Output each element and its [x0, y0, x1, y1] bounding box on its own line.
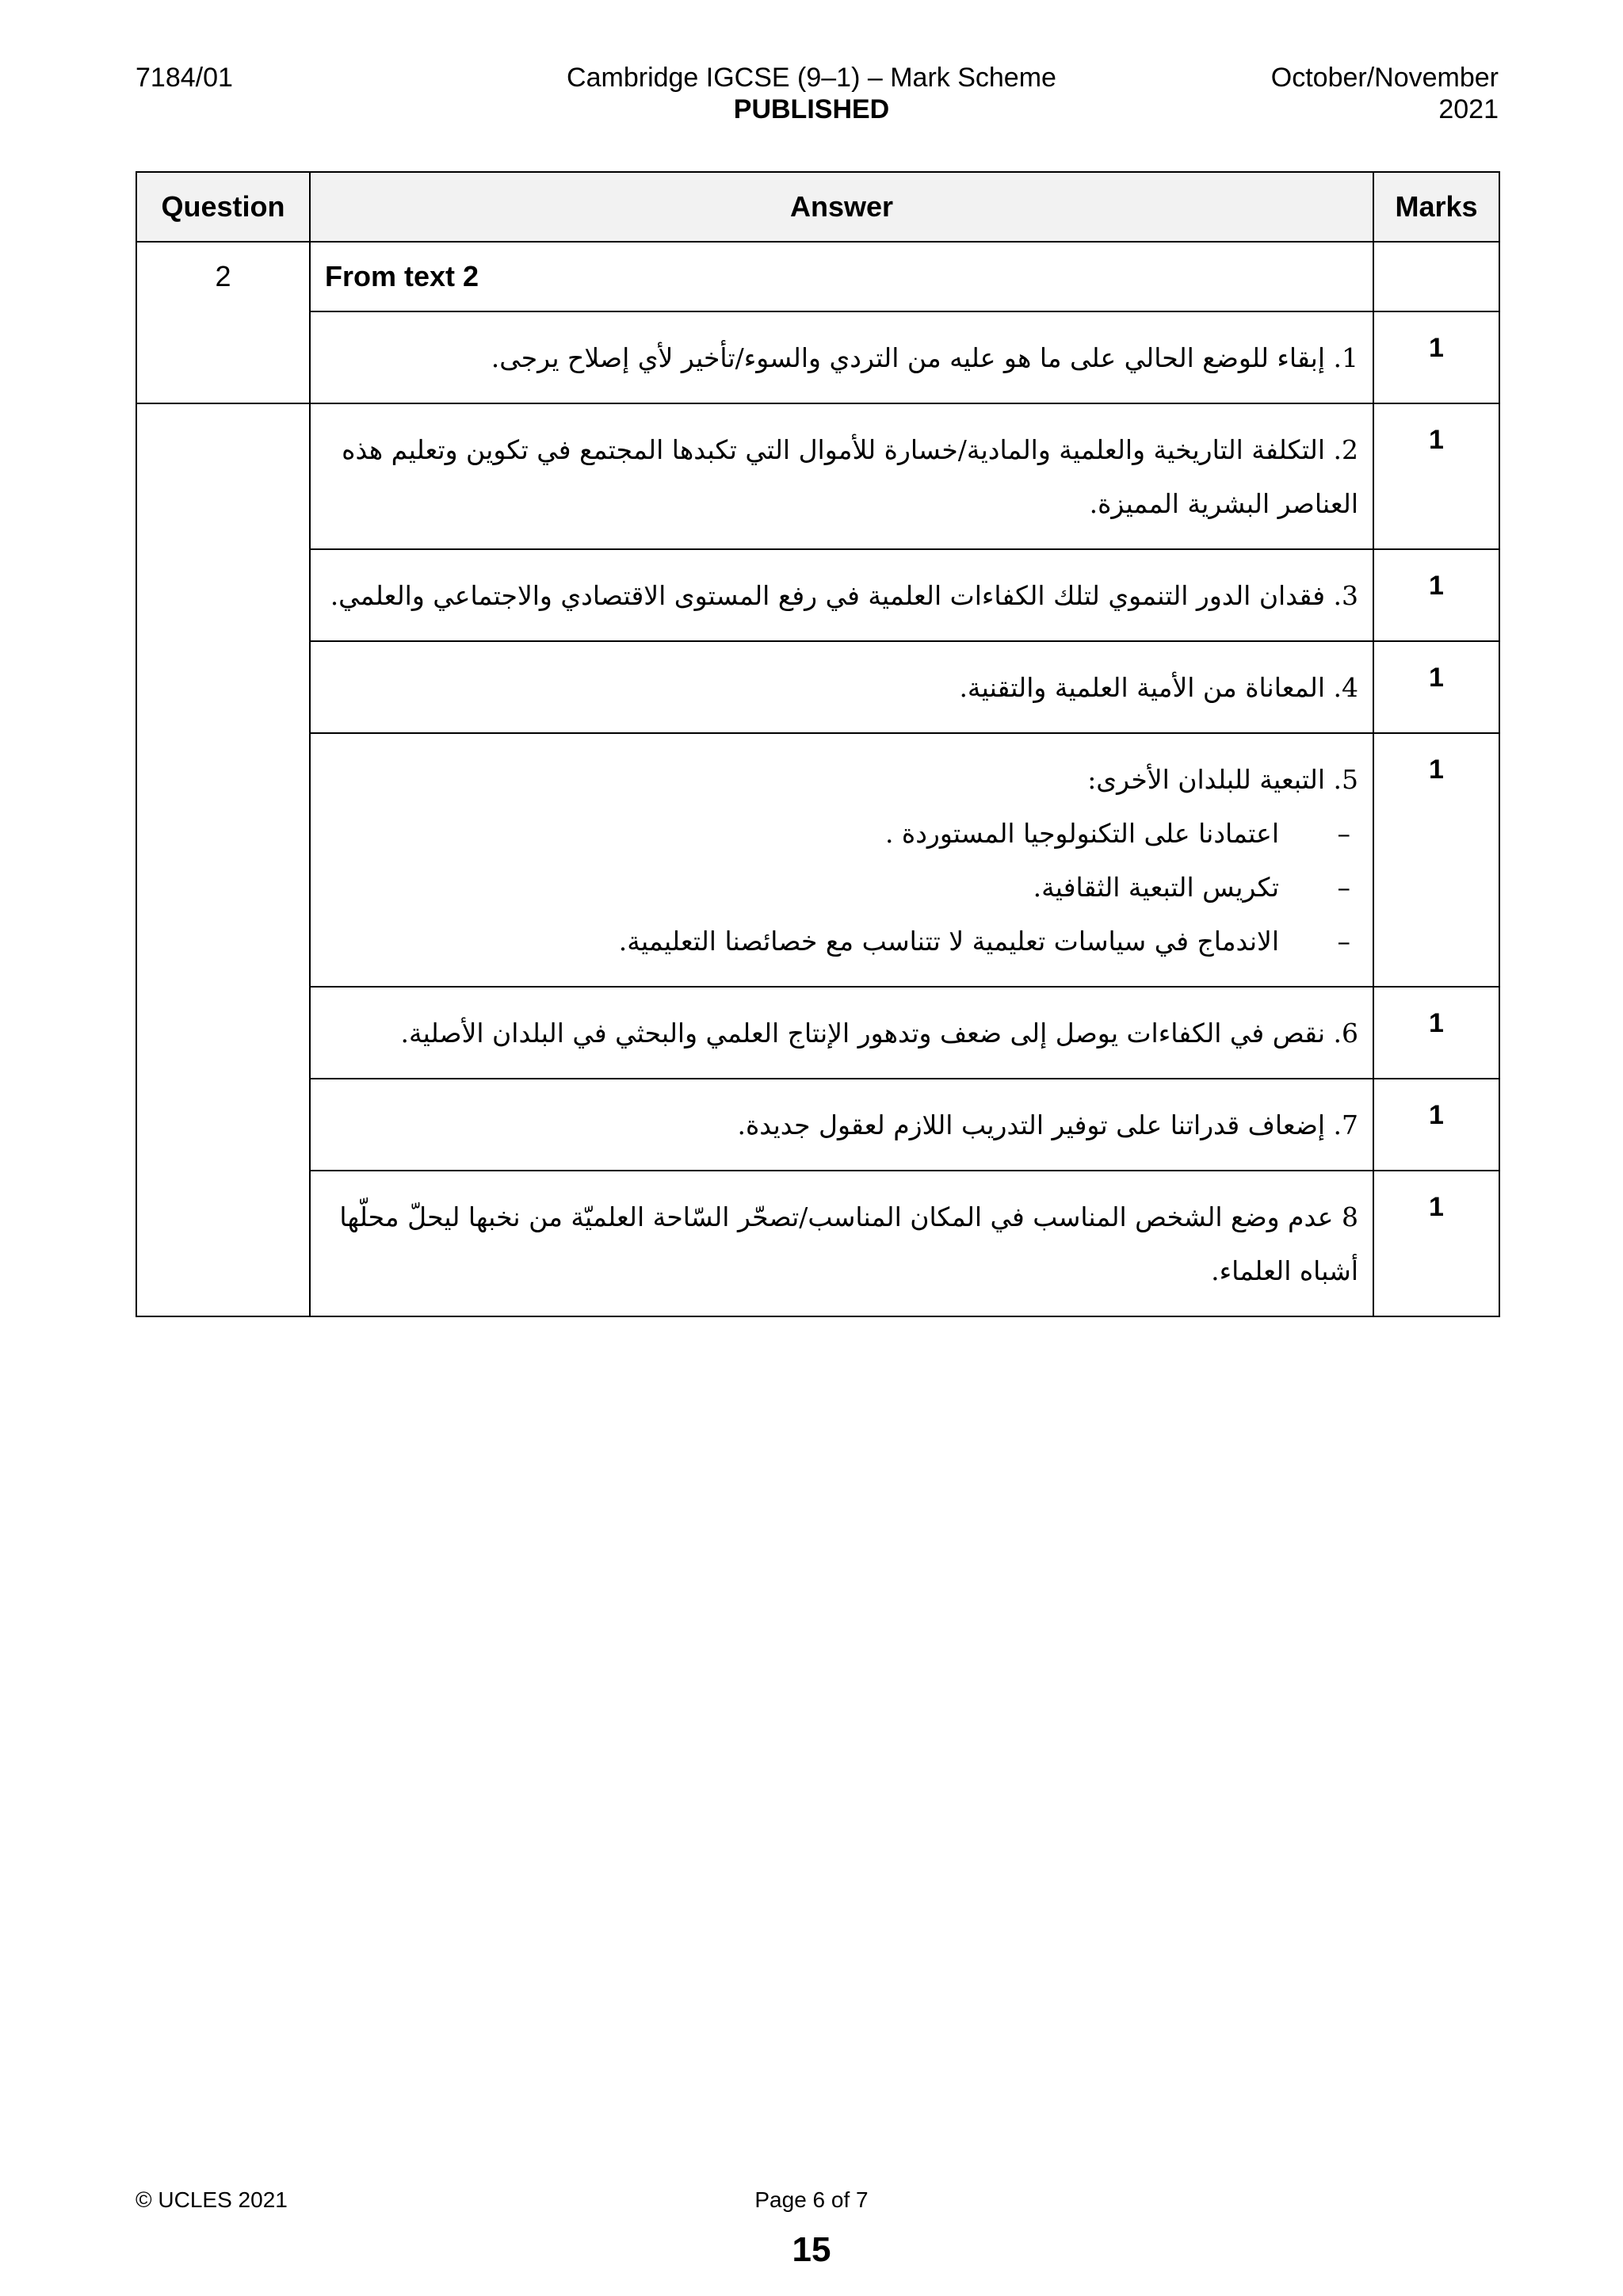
answer-mark: 1 [1373, 1171, 1499, 1316]
answer-row [136, 1171, 1499, 1316]
page-indicator: Page 6 of 7 [754, 2187, 869, 2212]
answer-row [136, 733, 1499, 987]
column-header-answer: Answer [310, 172, 1373, 242]
answer-row [136, 549, 1499, 641]
answer-row [136, 403, 1499, 549]
section-heading: From text 2 [310, 242, 1373, 311]
bullet-text: تكريس التبعية الثقافية. [1033, 872, 1279, 903]
answer-text: 7. إضعاف قدراتنا على توفير التدريب اللازم لعقول جديدة. [310, 1079, 1373, 1171]
answer-mark: 1 [1373, 403, 1499, 549]
empty-marks-cell [1373, 242, 1499, 311]
answer-text: 3. فقدان الدور التنموي لتلك الكفاءات العلمية في رفع المستوى الاقتصادي والاجتماعي والعلمي. [310, 549, 1373, 641]
published-label: PUBLISHED [733, 94, 890, 124]
document-title: Cambridge IGCSE (9–1) – Mark Scheme [567, 63, 1056, 93]
answer-row [136, 1079, 1499, 1171]
answer-mark: 1 [1373, 1079, 1499, 1171]
bullet-text: الاندماج في سياسات تعليمية لا تتناسب مع خصائصنا التعليمية. [618, 926, 1279, 957]
dash-marker: – [1337, 926, 1350, 957]
exam-session-month: October/November [1270, 63, 1499, 93]
page-number: 15 [792, 2230, 831, 2269]
bullet-item [325, 807, 1358, 861]
dash-marker: – [1337, 818, 1350, 849]
paper-code: 7184/01 [136, 63, 233, 93]
bullet-text: اعتمادنا على التكنولوجيا المستوردة . [884, 818, 1279, 849]
answer-mark: 1 [1373, 733, 1499, 987]
answer-mark: 1 [1373, 549, 1499, 641]
copyright: © UCLES 2021 [136, 2187, 288, 2212]
answer-text: 1. إبقاء للوضع الحالي على ما هو عليه من التردي والسوء/تأخير لأي إصلاح يرجى. [310, 311, 1373, 403]
column-header-marks: Marks [1373, 172, 1499, 242]
dash-marker: – [1337, 872, 1350, 903]
empty-question-cell [136, 403, 310, 1316]
column-header-question: Question [136, 172, 310, 242]
bullet-item [325, 861, 1358, 915]
exam-session-year: 2021 [1438, 94, 1499, 124]
bullet-item [325, 915, 1358, 968]
section-heading-row [136, 242, 1499, 311]
answer-mark: 1 [1373, 641, 1499, 733]
answer-row [136, 311, 1499, 403]
answer-mark: 1 [1373, 987, 1499, 1079]
question-number: 2 [136, 242, 310, 403]
exam-session [1271, 62, 1499, 125]
answer-row [136, 987, 1499, 1079]
table-header-row [136, 172, 1499, 242]
answer-text: 5. التبعية للبلدان الأخرى: [1087, 764, 1358, 795]
answer-text: 4. المعاناة من الأمية العلمية والتقنية. [310, 641, 1373, 733]
answer-row [136, 641, 1499, 733]
answer-text: 6. نقص في الكفاءات يوصل إلى ضعف وتدهور الإنتاج العلمي والبحثي في البلدان الأصلية. [310, 987, 1373, 1079]
answer-text: 2. التكلفة التاريخية والعلمية والمادية/خسارة للأموال التي تكبدها المجتمع في تكوين وتعليم هذه العناصر البشرية المميزة. [310, 403, 1373, 549]
mark-scheme-table [136, 171, 1500, 1317]
answer-text: 8 عدم وضع الشخص المناسب في المكان المناسب/تصحّر السّاحة العلميّة من نخبها ليحلّ محلّها أشباه العلماء. [310, 1171, 1373, 1316]
answer-mark: 1 [1373, 311, 1499, 403]
answer-cell-with-bullets [310, 733, 1373, 987]
